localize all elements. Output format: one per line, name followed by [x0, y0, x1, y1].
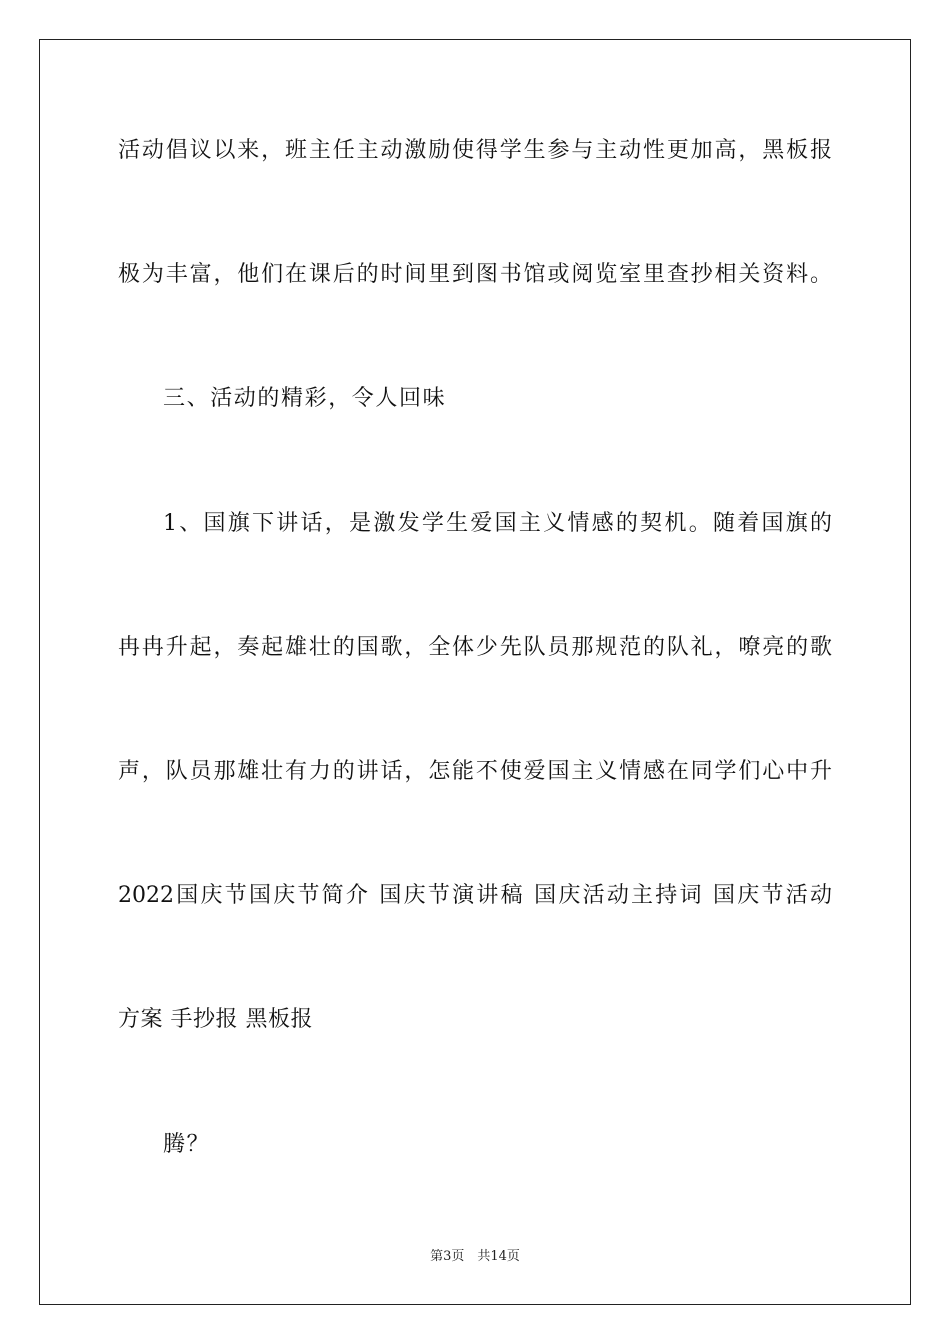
body-text-line: 1、国旗下讲话，是激发学生爱国主义情感的契机。随着国旗的: [163, 511, 832, 536]
body-text-line: 活动倡议以来，班主任主动激励使得学生参与主动性更加高，黑板报: [118, 138, 832, 163]
body-text-line: 极为丰富，他们在课后的时间里到图书馆或阅览室里查抄相关资料。: [118, 262, 832, 287]
body-text-line: 冉冉升起，奏起雄壮的国歌，全体少先队员那规范的队礼，嘹亮的歌: [118, 635, 832, 660]
page-border: [39, 39, 911, 1305]
body-text-line: 腾？: [163, 1132, 211, 1157]
page-number: 第3页 共14页: [430, 1249, 520, 1264]
related-topics-line: 方案 手抄报 黑板报: [118, 1007, 313, 1032]
section-heading: 三、活动的精彩，令人回味: [163, 386, 447, 411]
related-topics-line: 2022国庆节国庆节简介 国庆节演讲稿 国庆活动主持词 国庆节活动: [118, 883, 832, 908]
body-text-line: 声，队员那雄壮有力的讲话，怎能不使爱国主义情感在同学们心中升: [118, 759, 832, 784]
